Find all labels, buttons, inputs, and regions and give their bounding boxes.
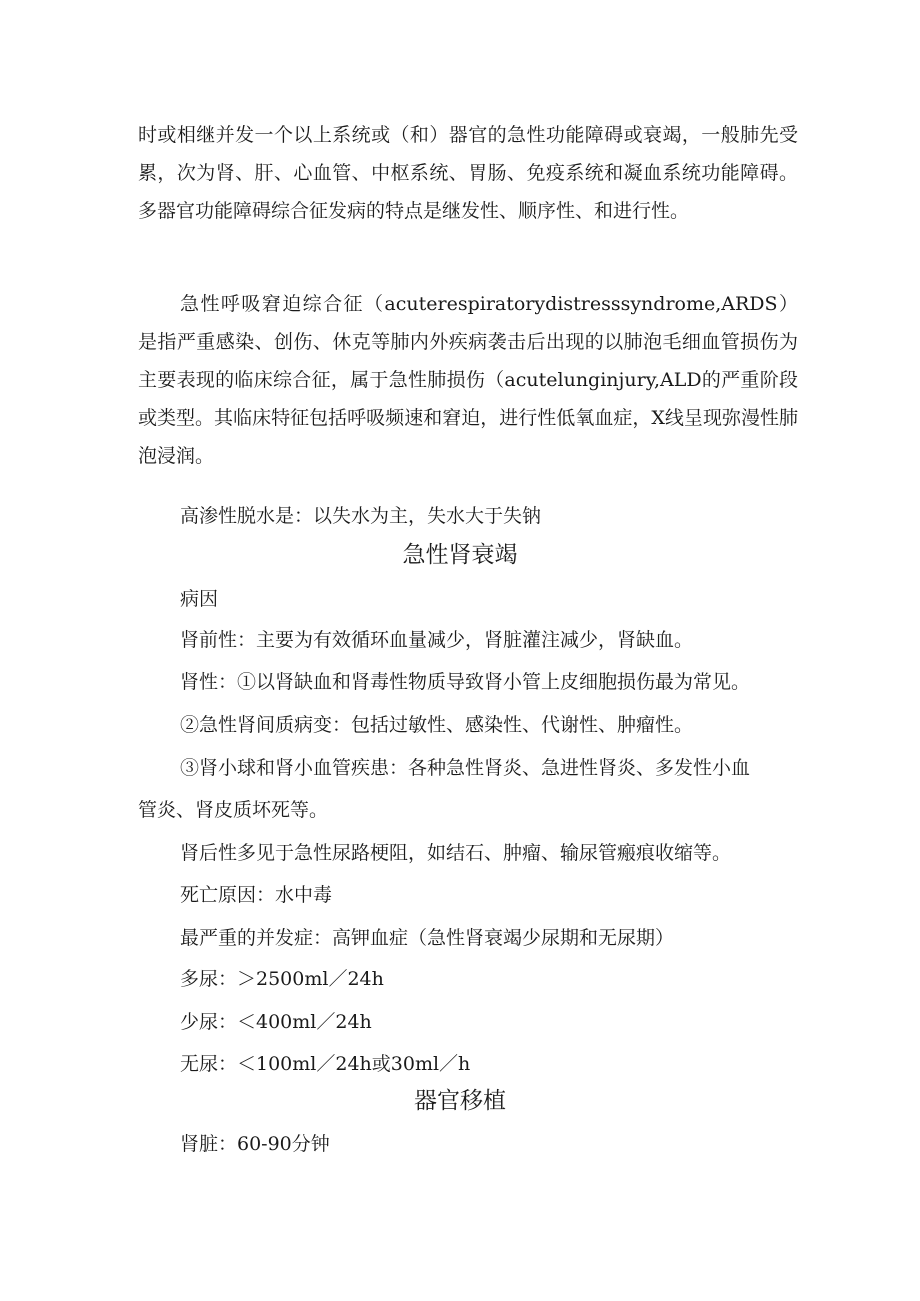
section-heading-acute-renal-failure: 急性肾衰竭	[402, 542, 518, 568]
paragraph-mods: 时或相继并发一个以上系统或（和）器官的急性功能障碍或衰竭，一般肺先受累，次为肾、肝、心血管、中枢系统、胃肠、免疫系统和凝血系统功能障碍。多器官功能障碍综合征发病的特点是继发性、顺序性、和进行性。	[138, 124, 798, 222]
paragraph-ards: 急性呼吸窘迫综合征（acuterespiratorydistresssyndrome,ARDS）是指严重感染、创伤、休克等肺内外疾病袭击后出现的以肺泡毛细血管损伤为主要表现的临床综合征，属于急性肺损伤（acutelunginjury,ALD的严重阶段或类型。其临床特征包括呼吸频速和窘迫，进行性低氧血症，X线呈现弥漫性肺泡浸润。	[138, 293, 798, 467]
death-cause-line: 死亡原因：水中毒	[180, 884, 333, 906]
polyuria-line: 多尿：＞2500ml／24h	[180, 968, 384, 990]
section-heading-organ-transplant: 器官移植	[414, 1088, 506, 1114]
renal-line-1: 肾性：①以肾缺血和肾毒性物质导致肾小管上皮细胞损伤最为常见。	[180, 671, 751, 693]
anuria-line: 无尿：＜100ml／24h或30ml／h	[180, 1053, 471, 1075]
etiology-label: 病因	[180, 588, 219, 610]
prerenal-line: 肾前性：主要为有效循环血量减少，肾脏灌注减少，肾缺血。	[180, 629, 694, 651]
kidney-time-line: 肾脏：60-90分钟	[180, 1133, 330, 1155]
postrenal-line: 肾后性多见于急性尿路梗阻，如结石、肿瘤、输尿管瘢痕收缩等。	[180, 842, 732, 864]
renal-line-2: ②急性肾间质病变：包括过敏性、感染性、代谢性、肿瘤性。	[180, 714, 694, 736]
renal-line-3: ③肾小球和肾小血管疾患：各种急性肾炎、急进性肾炎、多发性小血	[180, 757, 751, 779]
renal-line-3-continued: 管炎、肾皮质坏死等。	[138, 799, 329, 821]
oliguria-line: 少尿：＜400ml／24h	[180, 1011, 372, 1033]
complication-line: 最严重的并发症：高钾血症（急性肾衰竭少尿期和无尿期）	[180, 927, 675, 949]
paragraph-hypertonic-dehydration: 高渗性脱水是：以失水为主，失水大于失钠	[180, 505, 542, 527]
